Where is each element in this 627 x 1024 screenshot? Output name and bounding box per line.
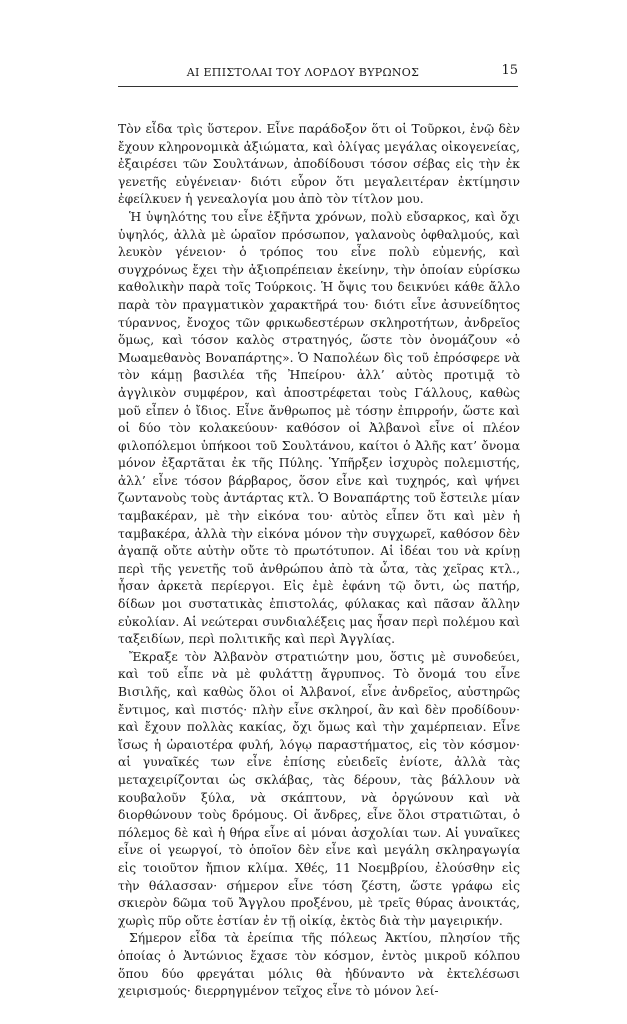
header-rule: [118, 86, 518, 87]
page-number: 15: [501, 63, 518, 78]
body-text: [118, 121, 520, 1001]
paragraph: Ἡ ὑψηλότης του εἶνε ἑξῆντα χρόνων, πολὺ εὔσαρκος, καὶ ὄχι ὑψηλός, ἀλλὰ μὲ ὡραῖον πρόσωπον, γαλανοὺς ὀφθαλμούς, καὶ λευκὸν γένειον· ὁ τρόπος του εἶνε πολὺ εὐμενής, καὶ συγχρόνως ἔχει τὴν ἀξιοπρέπειαν ἐκείνην, τὴν ὁποίαν εὑρίσκω καθολικὴν παρὰ τοῖς Τούρκοις. Ἡ ὄψις του δεικνύει κάθε ἄλλο παρὰ τὸν πραγματικὸν χαρακτῆρά του· διότι εἶνε ἀσυνείδητος τύραννος, ἔνοχος τῶν φρικωδεστέρων σκληροτήτων, ἀνδρεῖος ὅμως, καὶ τόσον καλὸς στρατηγός, ὥστε τὸν ὀνομάζουν «ὁ Μωαμεθανὸς Βοναπάρτης». Ὁ Ναπολέων δὶς τοῦ ἐπρόσφερε νὰ τὸν κάμῃ βασιλέα τῆς Ἠπείρου· ἀλλ’ αὐτὸς προτιμᾷ τὸ ἀγγλικὸν συμφέρον, καὶ ἀποστρέφεται τοὺς Γάλλους, καθὼς μοῦ εἶπεν ὁ ἴδιος. Εἶνε ἄνθρωπος μὲ τόσην ἐπιρροήν, ὥστε καὶ οἱ δύο τὸν κολακεύουν· καθόσον οἱ Ἀλβανοὶ εἶνε οἱ πλέον φιλοπόλεμοι ὑπήκοοι τοῦ Σουλτάνου, καίτοι ὁ Ἀλῆς κατ’ ὄνομα μόνον ἐξαρτᾶται ἐκ τῆς Πύλης. Ὑπῆρξεν ἰσχυρὸς πολεμιστής, ἀλλ’ εἶνε τόσον βάρβαρος, ὅσον εἶνε καὶ τυχηρός, καὶ ψήνει ζωντανοὺς τοὺς ἀντάρτας κτλ. Ὁ Βοναπάρτης τοῦ ἔστειλε μίαν ταμβακέραν, μὲ τὴν εἰκόνα του· αὐτὸς εἶπεν ὅτι καὶ μὲν ἡ ταμβακέρα, ἀλλὰ τὴν εἰκόνα μόνον τὴν συγχωρεῖ, καθόσον δὲν ἀγαπᾷ οὔτε αὐτὴν οὔτε τὸ πρωτότυπον. Αἱ ἰδέαι του νὰ κρίνῃ περὶ τῆς γενετῆς τοῦ ἀνθρώπου ἀπὸ τὰ ὦτα, τὰς χεῖρας κτλ., ἦσαν ἀρκετὰ περίεργοι. Εἰς ἐμὲ ἐφάνη τῷ ὄντι, ὡς πατήρ, δίδων μοι συστατικὰς ἐπιστολάς, φύλακας καὶ πᾶσαν ἄλλην εὐκολίαν. Αἱ νεώτεραι συνδιαλέξεις μας ἦσαν περὶ πολέμου καὶ ταξειδίων, περὶ πολιτικῆς καὶ περὶ Ἀγγλίας.: [118, 209, 520, 647]
running-title: ΑΙ ΕΠΙΣΤΟΛΑΙ ΤΟΥ ΛΟΡΔΟΥ ΒΥΡΩΝΟΣ: [186, 66, 420, 79]
running-head: [118, 63, 518, 83]
paragraph: Τὸν εἶδα τρὶς ὕστερον. Εἶνε παράδοξον ὅτι οἱ Τοῦρκοι, ἐνῷ δὲν ἔχουν κληρονομικὰ ἀξιώματα, καὶ ὀλίγας μεγάλας οἰκογενείας, ἐξαιρέσει τῶν Σουλτάνων, ἀποδίδουσι τόσον σέβας εἰς τὴν ἐκ γενετῆς εὐγένειαν· διότι εὗρον ὅτι μεγαλειτέραν ἐκτίμησιν ἐφείλκυεν ἡ γενεαλογία μου ἀπὸ τὸν τίτλον μου.: [118, 122, 520, 207]
paragraph: Ἔκραξε τὸν Ἀλβανὸν στρατιώτην μου, ὅστις μὲ συνοδεύει, καὶ τοῦ εἶπε νὰ μὲ φυλάττῃ ἄγρυπνος. Τὸ ὄνομά του εἶνε Βισιλῆς, καὶ καθὼς ὅλοι οἱ Ἀλβανοί, εἶνε ἀνδρεῖος, αὐστηρῶς ἔντιμος, καὶ πιστός· πλὴν εἶνε σκληροί, ἂν καὶ δὲν προδίδουν· καὶ ἔχουν πολλὰς κακίας, ὄχι ὅμως καὶ τὴν χαμέρπειαν. Εἶνε ἴσως ἡ ὡραιοτέρα φυλή, λόγῳ παραστήματος, εἰς τὸν κόσμον· αἱ γυναῖκές των εἶνε ἐπίσης εὐειδεῖς ἐνίοτε, ἀλλὰ τὰς μεταχειρίζονται ὡς σκλάβας, τὰς δέρουν, τὰς βάλλουν νὰ κουβαλοῦν ξύλα, νὰ σκάπτουν, νὰ ὀργώνουν καὶ νὰ διορθώνουν τοὺς δρόμους. Οἱ ἄνδρες, εἶνε ὅλοι στρατιῶται, ὁ πόλεμος δὲ καὶ ἡ θήρα εἶνε αἱ μόναι ἀσχολίαι των. Αἱ γυναῖκες εἶνε οἱ γεωργοί, τὸ ὁποῖον δὲν εἶνε καὶ μεγάλη σκληραγωγία εἰς τοιοῦτον ἤπιον κλίμα. Χθές, 11 Νοεμβρίου, ἐλούσθην εἰς τὴν θάλασσαν· σήμερον εἶνε τόση ζέστη, ὥστε γράφω εἰς σκιερὸν δῶμα τοῦ Ἄγγλου προξένου, μὲ τρεῖς θύρας ἀνοικτάς, χωρὶς πῦρ οὔτε ἑστίαν ἐν τῇ οἰκίᾳ, ἐκτὸς διὰ τὴν μαγειρικήν.: [118, 649, 520, 928]
paragraph: Σήμερον εἶδα τὰ ἐρείπια τῆς πόλεως Ἀκτίου, πλησίον τῆς ὁποίας ὁ Ἀντώνιος ἔχασε τὸν κόσμον, ἐντὸς μικροῦ κόλπου ὅπου δύο φρεγάται μόλις θὰ ἠδύναντο νὰ ἐκτελέσωσι χειρισμούς· διερρηγμένον τεῖχος εἶνε τὸ μόνον λεί-: [118, 931, 520, 999]
